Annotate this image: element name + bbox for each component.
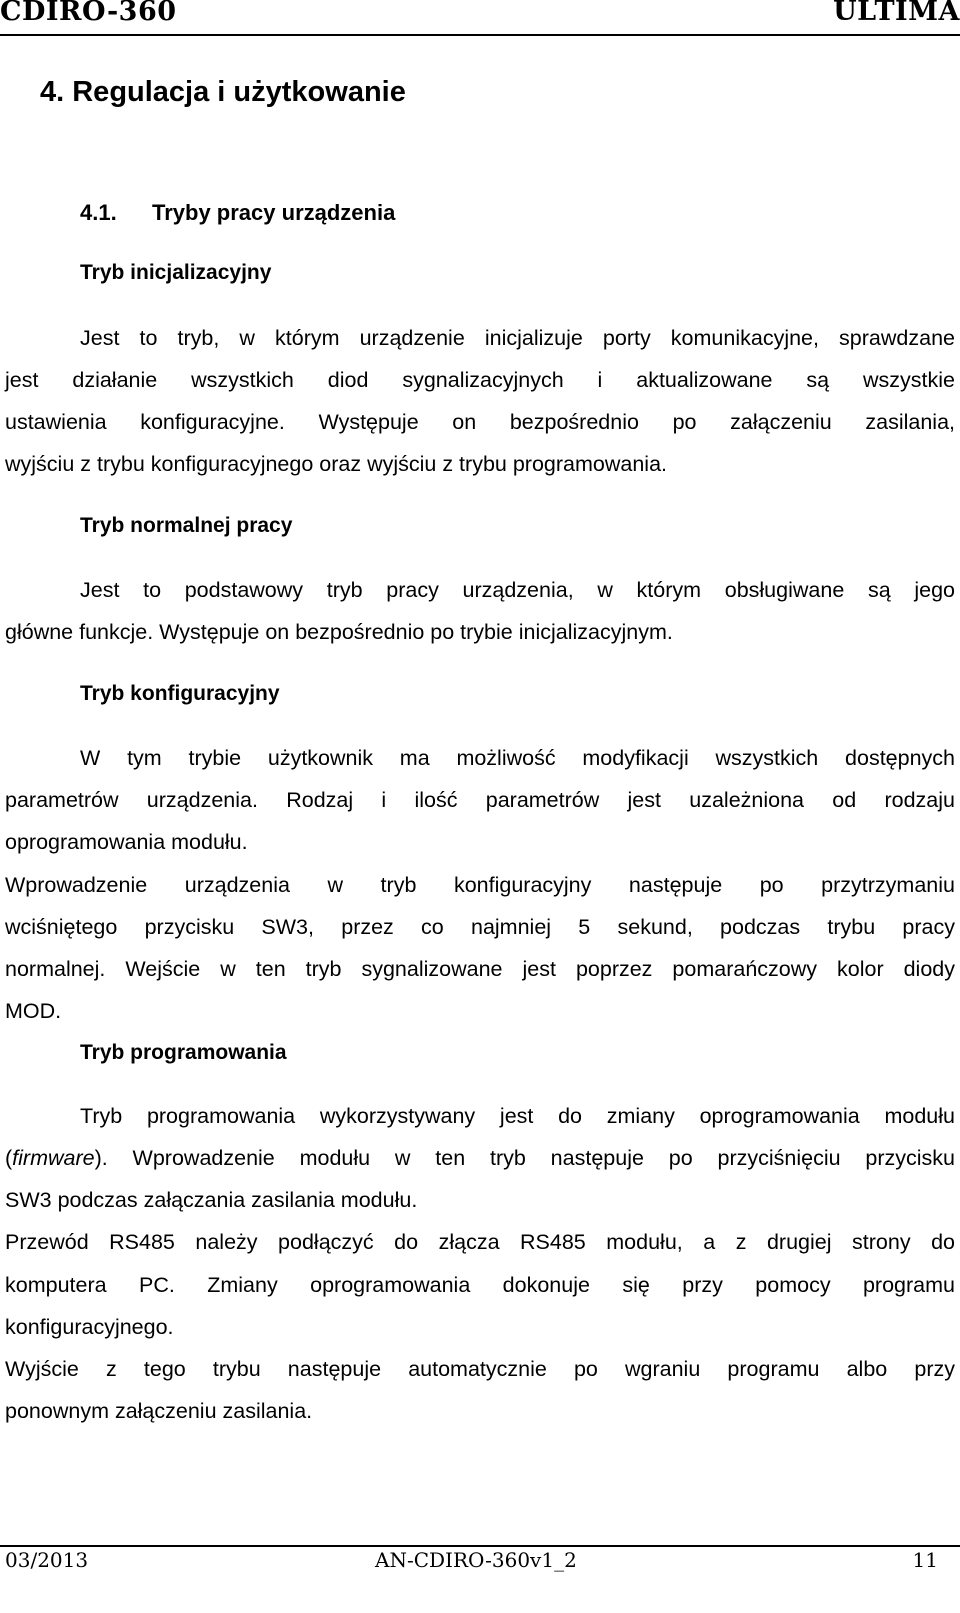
mode-title-prog: Tryb programowania	[80, 1041, 287, 1064]
paragraph-line: komputera PC. Zmiany oprogramowania dokonuje się przy pomocy programu	[5, 1273, 955, 1297]
paragraph-line-rest: ). Wprowadzenie modułu w ten tryb następuje po przyciśnięciu przycisku	[94, 1146, 955, 1170]
paragraph-line: wyjściu z trybu konfiguracyjnego oraz wyjściu z trybu programowania.	[5, 452, 667, 476]
footer-rule	[0, 1545, 960, 1547]
paragraph-line: Jest to tryb, w którym urządzenie inicjalizuje porty komunikacyjne, sprawdzane	[80, 326, 955, 350]
mode-title-init: Tryb inicjalizacyjny	[80, 261, 272, 284]
mode-title-config: Tryb konfiguracyjny	[80, 682, 280, 705]
paragraph-line: główne funkcje. Występuje on bezpośrednio po trybie inicjalizacyjnym.	[5, 620, 673, 644]
page-header	[0, 0, 960, 34]
paragraph-line: MOD.	[5, 999, 62, 1023]
section-title: 4. Regulacja i użytkowanie	[40, 76, 406, 108]
paragraph-line: jest działanie wszystkich diod sygnalizacyjnych i aktualizowane są wszystkie	[5, 368, 955, 392]
paragraph-line: SW3 podczas załączania zasilania modułu.	[5, 1188, 418, 1212]
header-product-name: CDIRO-360	[0, 0, 177, 27]
paragraph-line: ustawienia konfiguracyjne. Występuje on bezpośrednio po załączeniu zasilania,	[5, 410, 955, 434]
header-brand: ULTIMA	[833, 0, 960, 27]
paragraph-line: Wyjście z tego trybu następuje automatycznie po wgraniu programu albo przy	[5, 1357, 955, 1381]
paragraph-line: ponownym załączeniu zasilania.	[5, 1399, 313, 1423]
paragraph-line: parametrów urządzenia. Rodzaj i ilość parametrów jest uzależniona od rodzaju	[5, 788, 955, 812]
paragraph-line: Jest to podstawowy tryb pracy urządzenia, w którym obsługiwane są jego	[80, 578, 955, 602]
paragraph-line: konfiguracyjnego.	[5, 1315, 174, 1339]
paragraph-line	[5, 1145, 955, 1171]
subsection-title	[80, 200, 395, 226]
subsection-number: 4.1.	[80, 200, 117, 225]
paragraph-line: oprogramowania modułu.	[5, 830, 248, 854]
footer-document-code: AN-CDIRO-360v1_2	[375, 1548, 577, 1572]
paren-open: (	[5, 1146, 13, 1170]
subsection-title-text: Tryby pracy urządzenia	[152, 200, 396, 225]
header-rule	[0, 34, 960, 36]
firmware-term: firmware	[12, 1146, 95, 1170]
paragraph-line: W tym trybie użytkownik ma możliwość modyfikacji wszystkich dostępnych	[80, 746, 955, 770]
footer-date: 03/2013	[5, 1548, 89, 1572]
paragraph-line: Wprowadzenie urządzenia w tryb konfiguracyjny następuje po przytrzymaniu	[5, 873, 955, 897]
paragraph-line: normalnej. Wejście w ten tryb sygnalizowane jest poprzez pomarańczowy kolor diody	[5, 957, 955, 981]
page-number: 11	[912, 1548, 938, 1572]
paragraph-line: Przewód RS485 należy podłączyć do złącza RS485 modułu, a z drugiej strony do	[5, 1230, 955, 1254]
page-footer	[0, 1537, 960, 1613]
mode-title-normal: Tryb normalnej pracy	[80, 514, 293, 537]
paragraph-line: Tryb programowania wykorzystywany jest do zmiany oprogramowania modułu	[80, 1104, 955, 1128]
paragraph-line: wciśniętego przycisku SW3, przez co najmniej 5 sekund, podczas trybu pracy	[5, 915, 955, 939]
